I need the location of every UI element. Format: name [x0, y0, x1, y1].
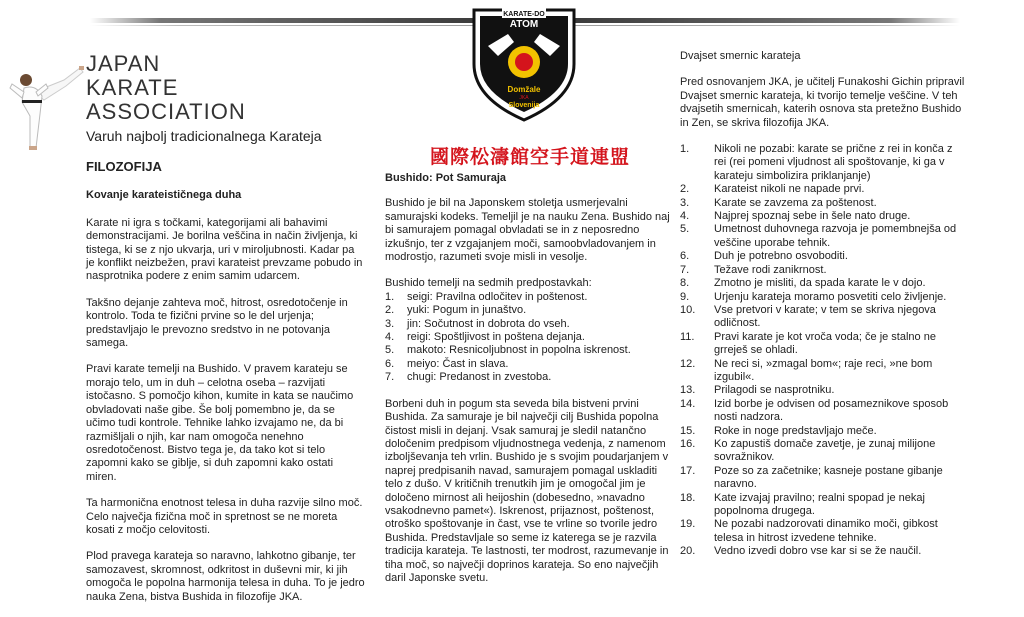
list-item: 9. Urjenju karateja moramo posvetiti celo življenje.	[680, 290, 947, 303]
paragraph: Borbeni duh in pogum sta seveda bila bistveni prvini Bushida. Za samuraje je bil največji cilj Bushida popolna čistost misli in dejanj. Vsak samuraj je sledil natančno določenim predpisom vljudnostnega vedenja, z namenom izboljševanja teh vrlin. Bushido je s svojim poudarjanjem v naprej predpisanih navad, samurajem pomagal uskladiti telo z dušo. V kritičnih trenutkih jim je omogočal jim je določeno mirnost ali heijoshin (dobesedno, »navadno vsakodnevno pamet«). Iskrenost, prijaznost, poštenost, otroško spoštovanje in čast, vse te vrline so tvorile jedro Bushida. Predstavljale so seme iz katerega se je razvila tradicija karateja. Te lastnosti, ter modrost, razumevanje in tiha moč, so največji doprinos karateja. So eno največjih daril Japonske svetu.	[385, 397, 669, 584]
jka-subtitle: Varuh najbolj tradicionalnega Karateja	[86, 128, 322, 144]
jka-line: ASSOCIATION	[86, 99, 246, 124]
jka-title	[86, 52, 246, 124]
list-item: 4. reigi: Spoštljivost in poštena dejanja.	[385, 331, 585, 344]
list-item: 5. Umetnost duhovnega razvoja je pomembnejša od veščine uporabe tehnik.	[680, 223, 957, 249]
karateka-figure	[6, 62, 86, 152]
list-item: 4. Najprej spoznaj sebe in šele nato druge.	[680, 210, 911, 223]
list-item: 6. Duh je potrebno osvoboditi.	[680, 250, 848, 263]
logo-name-text: ATOM	[509, 19, 539, 30]
paragraph: Pravi karate temelji na Bushido. V pravem karateju se morajo telo, um in duh – celotna oseba – razvijati istočasno. S pomočjo kihon, kumite in kata se naučimo obvladovati naše gibe. Še bolj pomembno je, da se učimo tudi kontrole. Tehnike lahko izvajamo ne, da bi razmišljali o njih, kar nam omogoča nenehno osredotočenost. Bistvo tega je, da tako kot si telo zapomni kako se giblje, si duh zapomni kako ostati miren.	[86, 363, 354, 483]
guidelines-column	[680, 50, 965, 559]
list-item: 17. Poze so za začetnike; kasneje postane gibanje naravno.	[680, 464, 943, 491]
list-item: 6. meiyo: Čast in slava.	[385, 357, 509, 370]
bushido-column	[385, 172, 670, 598]
list-item: 2. Karateist nikoli ne napade prvi.	[680, 183, 865, 196]
virtues-title: Bushido temelji na sedmih predpostavkah:	[385, 277, 592, 290]
jka-line: JAPAN	[86, 51, 161, 76]
philosophy-subheading: Kovanje karateističnega duha	[86, 189, 242, 202]
philosophy-heading: FILOZOFIJA	[86, 159, 162, 174]
paragraph: Karate ni igra s točkami, kategorijami ali bahavimi demonstracijami. Je borilna veščina in način življenja, ki tistega, ki se z njo ukvarja, uri v miroljubnosti. Kadar pa je konflikt neizbežen, pravi karateist prevzame pobudo in nasprotnika podere z enim samim udarcem.	[86, 216, 363, 283]
guidelines-list	[680, 143, 965, 559]
logo-top-text: KARATE-DO	[503, 11, 545, 18]
list-item: 8. Zmotno je misliti, da spada karate le v dojo.	[680, 277, 926, 290]
paragraph: Pred osnovanjem JKA, je učitelj Funakoshi Gichin pripravil Dvajset smernic karateja, ki tvorijo temelje veščine. V teh dvajsetih smernicah, katerih osnova sta pretežno Bushido in Zen, se skriva filozofija JKA.	[680, 76, 965, 129]
list-item: 7. chugi: Predanost in zvestoba.	[385, 371, 552, 384]
paragraph: Bushido je bil na Japonskem stoletja usmerjevalni samurajski kodeks. Temeljil je na nauku Zena. Bushido naj bi samurajem pomagal obvladati se in z neposredno izkušnjo, ter z vzgajanjem moči, samoobvladovanjem in modrostjo, razumeti svoje misli in vesolje.	[385, 197, 670, 264]
list-item: 11. Pravi karate je kot vroča voda; če je stalno ne grreješ se ohladi.	[680, 330, 936, 357]
list-item: 2. yuki: Pogum in junaštvo.	[385, 304, 527, 317]
paragraph: Ta harmonična enotnost telesa in duha razvije silno moč. Celo največja fizična moč in spretnost se ne moreta kosati z močjo celovitosti.	[86, 497, 363, 536]
list-item: 13. Prilagodi se nasprotniku.	[680, 384, 835, 397]
list-item: 18. Kate izvajaj pravilno; realni spopad je nekaj popolnoma drugega.	[680, 491, 925, 517]
kanji-title: 國際松濤館空手道連盟	[430, 146, 631, 168]
paragraph: Takšno dejanje zahteva moč, hitrost, osredotočenje in kontrolo. Toda te fizični prvine so le del urjenja; predstavljajo le prevozno sredstvo in ne potovanja samega.	[86, 296, 348, 350]
logo-sub-text: JKA	[519, 95, 529, 101]
list-item: 16. Ko zapustiš domače zavetje, je zunaj milijone sovražnikov.	[680, 437, 936, 464]
list-item: 10. Vse pretvori v karate; v tem se skriva njegova odličnost.	[680, 303, 936, 330]
bushido-heading: Bushido: Pot Samuraja	[385, 172, 507, 184]
virtues-list	[385, 291, 670, 385]
list-item: 1. seigi: Pravilna odločitev in poštenost.	[385, 290, 588, 303]
list-item: 1. Nikoli ne pozabi: karate se prične z rei in konča z rei (rei pomeni vljudnost ali spoštovanje, ki ga v karateju simbolizira priklanjanje)	[680, 143, 953, 182]
list-item: 7. Težave rodi zanikrnost.	[680, 263, 827, 276]
list-item: 5. makoto: Resnicoljubnost in popolna iskrenost.	[385, 344, 631, 357]
list-item: 3. Karate se zavzema za poštenost.	[680, 196, 877, 209]
list-item: 19. Ne pozabi nadzorovati dinamiko moči, gibkost telesa in hitrost izvedene tehnike.	[680, 518, 938, 544]
list-item: 20. Vedno izvedi dobro vse kar si se že naučil.	[680, 545, 922, 558]
list-item: 3. jin: Sočutnost in dobrota do vseh.	[385, 317, 570, 330]
guidelines-heading: Dvajset smernic karateja	[680, 50, 801, 62]
logo-city-text: Domžale	[507, 85, 541, 94]
paragraph: Plod pravega karateja so naravno, lahkotno gibanje, ter samozavest, skromnost, odkritost in duševni mir, ki jih omogoča le popolna harmonija telesa in duha. To je jedro nauka Zena, bistva Bushida in filozofije JKA.	[86, 550, 365, 603]
karate-atom-logo	[468, 6, 580, 122]
jka-line: KARATE	[86, 75, 179, 100]
list-item: 15. Roke in noge predstavljajo meče.	[680, 424, 877, 437]
logo-country-text: Slovenija	[508, 102, 540, 109]
list-item: 12. Ne reci si, »zmagal bom«; raje reci, »ne bom izgubil«.	[680, 357, 933, 383]
philosophy-column	[86, 160, 366, 617]
list-item: 14. Izid borbe je odvisen od posameznikove sposob nosti nadzora.	[680, 397, 949, 424]
